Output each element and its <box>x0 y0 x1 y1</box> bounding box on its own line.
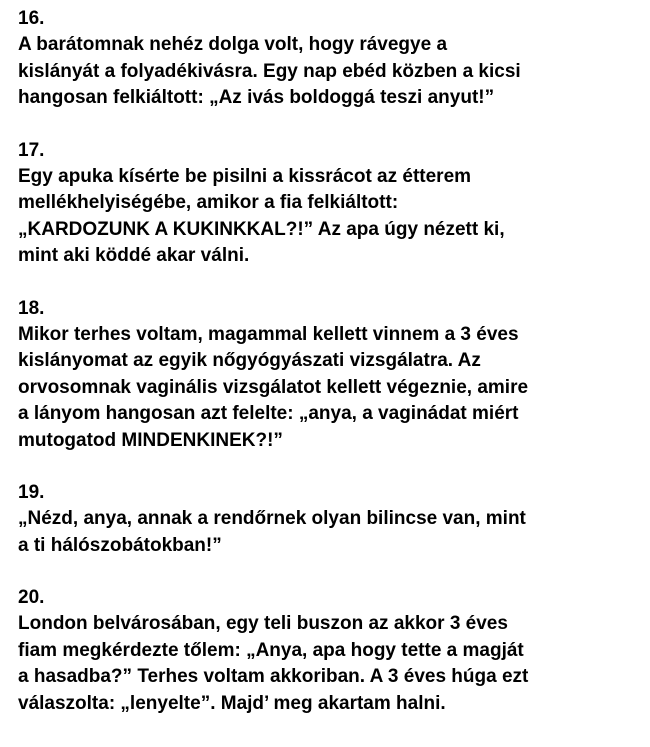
entry-text-line: a ti hálószobátokban!” <box>18 534 222 556</box>
entry-17 <box>18 138 638 270</box>
entry-text-line: a lányom hangosan azt felelte: „anya, a vaginádat miért <box>18 403 519 424</box>
entry-number: 19. <box>18 482 45 503</box>
entry-number: 16. <box>18 8 45 29</box>
entry-text-line: kislányomat az egyik nőgyógyászati vizsgálatra. Az <box>18 350 481 371</box>
entry-number: 18. <box>18 297 45 319</box>
entry-text-line: „KARDOZUNK A KUKINKKAL?!” Az apa úgy nézett ki, <box>18 218 505 240</box>
entry-text-line: a hasadba?” Terhes voltam akkoriban. A 3 éves húga ezt <box>18 666 529 687</box>
entry-text-line: orvosomnak vaginális vizsgálatot kellett végeznie, amire <box>18 376 529 398</box>
entry-16 <box>18 6 638 112</box>
entry-18 <box>18 296 638 455</box>
entry-text-line: hangosan felkiáltott: „Az ivás boldoggá teszi anyut!” <box>18 87 495 108</box>
entry-text-line: London belvárosában, egy teli buszon az akkor 3 éves <box>18 613 508 634</box>
entry-text-line: mutogatod MINDENKINEK?!” <box>18 429 283 451</box>
entry-text-line: Egy apuka kísérte be pisilni a kissrácot az étterem <box>18 165 472 187</box>
entry-text-line: mellékhelyiségébe, amikor a fia felkiáltott: <box>18 192 399 213</box>
entry-text-line: mint aki köddé akar válni. <box>18 245 250 266</box>
entry-19 <box>18 480 638 559</box>
entry-text-line: A barátomnak nehéz dolga volt, hogy rávegye a <box>18 34 448 55</box>
entry-text-line: kislányát a folyadékivásra. Egy nap ebéd közben a kicsi <box>18 60 521 82</box>
jokes-document <box>18 6 638 717</box>
entry-text-line: fiam megkérdezte tőlem: „Anya, apa hogy tette a magját <box>18 639 524 661</box>
entry-number: 17. <box>18 139 45 161</box>
entry-text-line: „Nézd, anya, annak a rendőrnek olyan bilincse van, mint <box>18 508 526 529</box>
entry-text-line: válaszolta: „lenyelte”. Majd’ meg akartam halni. <box>18 692 446 714</box>
entry-number: 20. <box>18 587 45 608</box>
entry-text-line: Mikor terhes voltam, magammal kellett vinnem a 3 éves <box>18 323 519 345</box>
entry-20 <box>18 585 638 717</box>
